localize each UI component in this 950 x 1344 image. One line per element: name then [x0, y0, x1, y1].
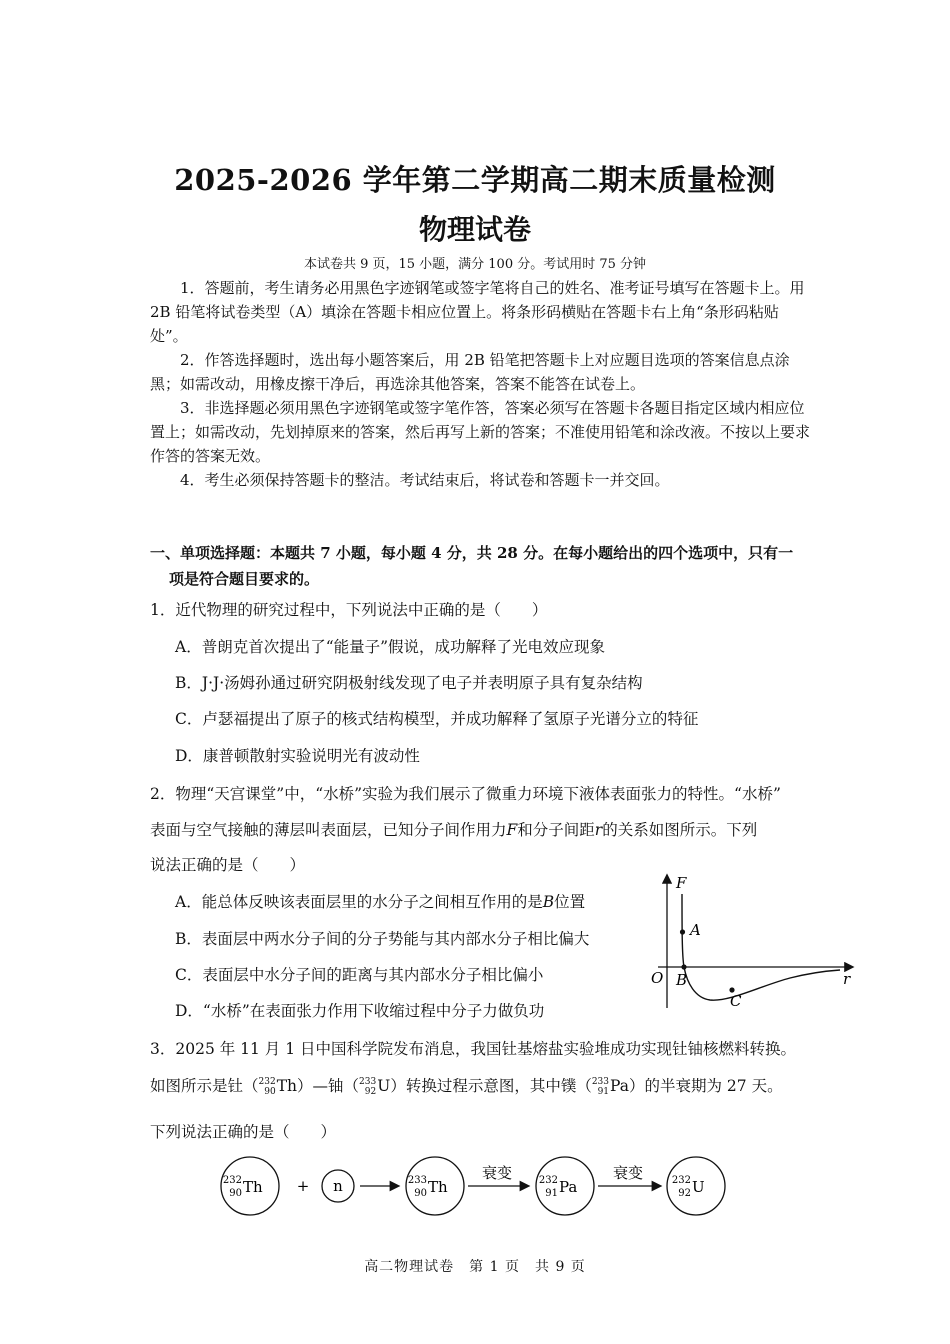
notice-block	[150, 276, 810, 492]
graph-point-a	[680, 929, 685, 934]
nuclide-z: 92	[678, 1188, 691, 1199]
q2-stem-line2: 表面与空气接触的薄层叫表面层，已知分子间作用力F和分子间距r的关系如图所示。下列	[150, 821, 758, 839]
decay-label-2: 衰变	[612, 1164, 644, 1182]
notice-item: 2．作答选择题时，选出每小题答案后，用 2B 铅笔把答题卡上对应题目选项的答案信息点涂黑；如需改动，用橡皮擦干净后，再选涂其他答案，答案不能答在试卷上。	[150, 351, 790, 393]
graph-origin-label: O	[651, 969, 664, 987]
q2-option-b: B．表面层中两水分子间的分子势能与其内部水分子相比偏大	[175, 930, 590, 948]
q2-option-a: A．能总体反映该表面层里的水分子之间相互作用的是B位置	[175, 893, 586, 911]
graph-curve	[682, 894, 840, 1000]
graph-x-label: r	[843, 970, 851, 988]
q3-stem-line1: 3．2025 年 11 月 1 日中国科学院发布消息，我国钍基熔盐实验堆成功实现钍铀核燃料转换。	[150, 1040, 797, 1058]
q1-stem: 1．近代物理的研究过程中，下列说法中正确的是（ ）	[150, 601, 548, 619]
q3-stem-line2: 如图所示是钍（ 232 90 Th）—铀（ 233 92 U）转换过程示意图，其中镤（ 233 91 Pa）的半衰期为 27 天。	[150, 1077, 783, 1097]
nuclide-symbol: Pa	[559, 1178, 578, 1196]
q2-stem-line1: 2．物理“天宫课堂”中，“水桥”实验为我们展示了微重力环境下液体表面张力的特性。“水桥”	[150, 785, 781, 803]
section-heading	[150, 540, 820, 592]
q2-option-c: C．表面层中水分子间的距离与其内部水分子相比偏小	[175, 966, 544, 984]
graph-y-label: F	[676, 874, 687, 892]
q1-option-b: B．J·J·汤姆孙通过研究阴极射线发现了电子并表明原子具有复杂结构	[175, 674, 643, 692]
neutron-symbol: n	[333, 1177, 343, 1195]
q3-stem-line3: 下列说法正确的是（ ）	[150, 1123, 337, 1141]
q2-stem-line3: 说法正确的是（ ）	[150, 856, 306, 874]
decay-label-1: 衰变	[481, 1164, 513, 1182]
nuclide-mass: 232	[222, 1175, 242, 1186]
graph-label-a: A	[690, 921, 701, 939]
page-footer: 高二物理试卷 第 1 页 共 9 页	[364, 1259, 586, 1275]
q1-option-a: A．普朗克首次提出了“能量子”假说，成功解释了光电效应现象	[175, 638, 606, 656]
nuclide-z: 90	[414, 1188, 427, 1199]
graph-point-b	[681, 964, 686, 969]
inline-nuclide-pa233: 233 91 Pa	[591, 1077, 629, 1097]
exam-info: 本试卷共 9 页，15 小题，满分 100 分。考试用时 75 分钟	[303, 257, 647, 272]
q1-option-c: C．卢瑟福提出了原子的核式结构模型，并成功解释了氢原子光谱分立的特征	[175, 710, 699, 728]
notice-item: 4．考生必须保持答题卡的整洁。考试结束后，将试卷和答题卡一并交回。	[180, 471, 670, 489]
subject-title: 物理试卷	[418, 213, 531, 246]
nuclide-z: 90	[229, 1188, 242, 1199]
graph-label-c: C	[730, 992, 742, 1010]
notice-item: 3．非选择题必须用黑色字迹钢笔或签字笔作答，答案必须写在答题卡各题目指定区域内相应位置上；如需改动，先划掉原来的答案，然后再写上新的答案；不准使用铅笔和涂改液。不按以上要求作答的答案无效。	[150, 399, 811, 465]
decay-chain-diagram	[210, 1148, 750, 1228]
section-heading-line1: 一、单项选择题：本题共 7 小题，每小题 4 分，共 28 分。在每小题给出的四个选项中，只有一	[150, 544, 794, 562]
inline-nuclide-th232: 232 90 Th	[258, 1077, 298, 1097]
nuclide-mass: 233	[407, 1175, 427, 1186]
graph-label-b: B	[676, 971, 688, 989]
q1-option-d: D．康普顿散射实验说明光有波动性	[175, 747, 420, 765]
q2-option-d: D．“水桥”在表面张力作用下收缩过程中分子力做负功	[175, 1002, 545, 1020]
nuclide-z: 91	[545, 1188, 558, 1199]
force-distance-graph	[640, 868, 870, 1018]
nuclide-mass: 232	[671, 1175, 691, 1186]
nuclide-symbol: U	[692, 1178, 705, 1196]
plus-sign: +	[296, 1177, 310, 1195]
nuclide-symbol: Th	[428, 1178, 448, 1196]
exam-title: 2025-2026 学年第二学期高二期末质量检测	[174, 163, 776, 197]
nuclide-symbol: Th	[243, 1178, 263, 1196]
inline-nuclide-u233: 233 92 U	[359, 1077, 391, 1097]
notice-item: 1．答题前，考生请务必用黑色字迹钢笔或签字笔将自己的姓名、准考证号填写在答题卡上。用 2B 铅笔将试卷类型（A）填涂在答题卡相应位置上。将条形码横贴在答题卡右上角“条形码粘贴处”。	[150, 279, 805, 345]
section-heading-line2: 项是符合题目要求的。	[169, 570, 320, 588]
nuclide-mass: 232	[538, 1175, 558, 1186]
